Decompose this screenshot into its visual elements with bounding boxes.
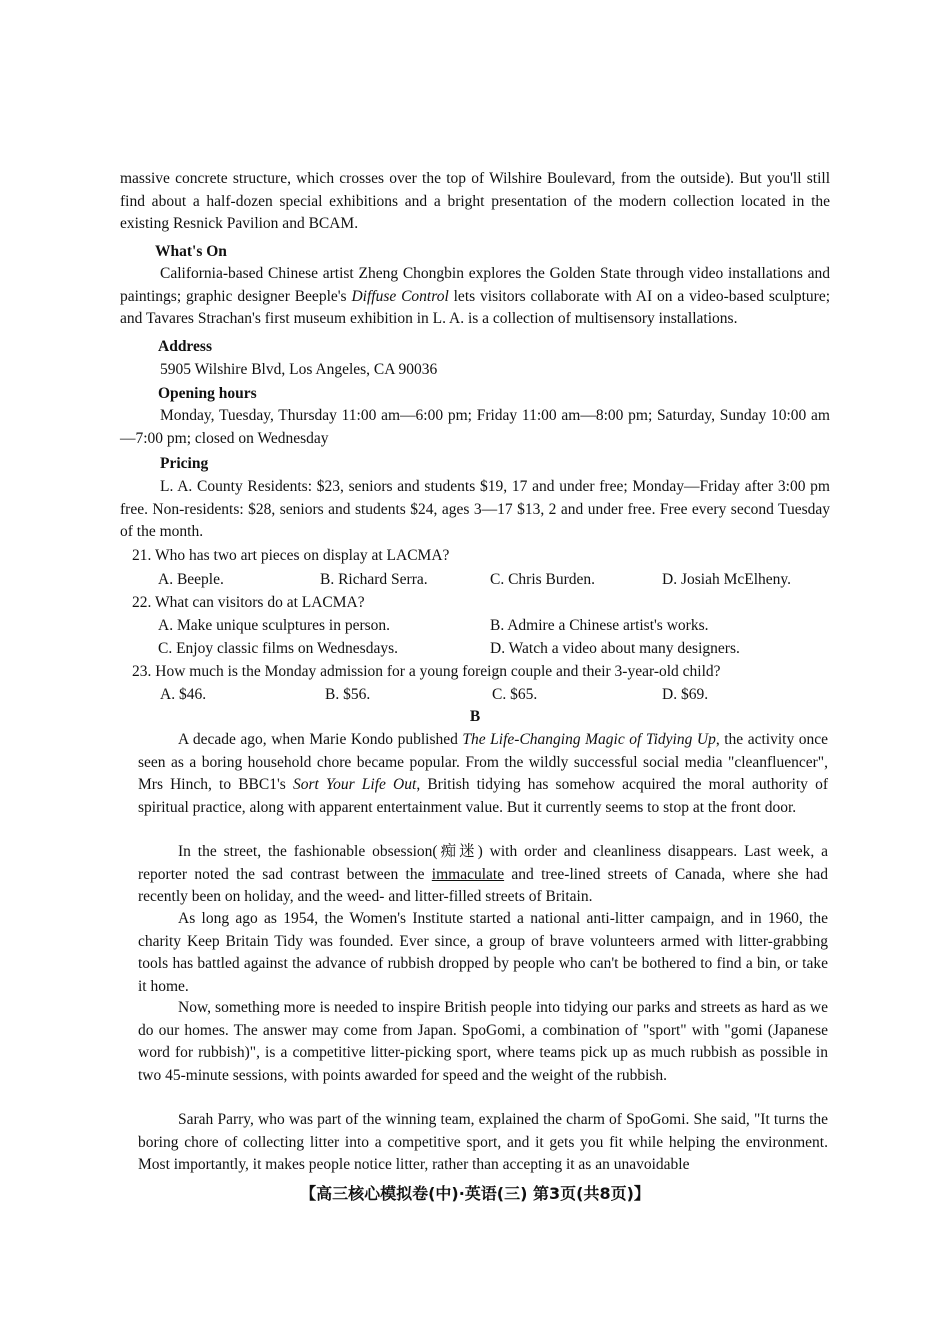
q22-option-b[interactable]: B. Admire a Chinese artist's works.	[490, 617, 709, 634]
q22-option-d[interactable]: D. Watch a video about many designers.	[490, 640, 740, 657]
passage-b-paragraph-3: As long ago as 1954, the Women's Institute started a national anti-litter campaign, and in 1960, the charity Keep Britain Tidy was founded. Ever since, a group of brave volunteers armed with litter-grabbing tools has battled against the advance of rubbish dropped by people who can't be bothered to find a bin, or take it home.	[138, 910, 828, 995]
q21-option-d[interactable]: D. Josiah McElheny.	[662, 571, 792, 588]
passage-b-paragraph-5: Sarah Parry, who was part of the winning team, explained the charm of SpoGomi. She said, "It turns the boring chore of collecting litter into a competitive sport, and it gets you fit while helping the environment. Most importantly, it makes people notice litter, rather than accepting it as an unavoidable	[138, 1111, 828, 1173]
q22-option-c[interactable]: C. Enjoy classic films on Wednesdays.	[158, 640, 398, 657]
underlined-word: immaculate	[431, 865, 505, 883]
q21-option-b[interactable]: B. Richard Serra.	[320, 571, 428, 588]
q21-option-a[interactable]: A. Beeple.	[158, 571, 224, 588]
passage-b-paragraph-4: Now, something more is needed to inspire British people into tidying our parks and streets as hard as we do our homes. The answer may come from Japan. SpoGomi, a combination of "sport" with "gomi (Japanese word for rubbish)", is a competitive litter-picking sport, where teams pick up as much rubbish as possible in two 45-minute sessions, with points awarded for speed and the weight of the rubbish.	[138, 999, 828, 1084]
q23-option-a[interactable]: A. $46.	[160, 686, 207, 703]
question-21-stem: 21. Who has two art pieces on display at LACMA?	[132, 547, 450, 564]
question-23-stem: 23. How much is the Monday admission for a young foreign couple and their 3-year-old child?	[132, 663, 721, 680]
q23-option-c[interactable]: C. $65.	[492, 686, 538, 703]
passage-a-intro: massive concrete structure, which crosses over the top of Wilshire Boulevard, from the outside). But you'll still find about a half-dozen special exhibitions and a bright presentation of the modern collection located in the existing Resnick Pavilion and BCAM.	[120, 170, 830, 232]
passage-b-paragraph-1: A decade ago, when Marie Kondo published The Life-Changing Magic of Tidying Up, the activity once seen as a boring household chore became popular. From the wildly successful social media "cleanfluencer", Mrs Hinch, to BBC1's Sort Your Life Out, British tidying has somehow acquired the moral authority of spiritual practice, along with apparent entertainment value. But it currently seems to stop at the front door.	[138, 731, 828, 816]
passage-b-label: B	[469, 708, 481, 725]
opening-hours-heading: Opening hours	[158, 385, 257, 402]
whats-on-heading: What's On	[155, 243, 227, 260]
pricing-text: L. A. County Residents: $23, seniors and students $19, 17 and under free; Monday—Friday after 3:00 pm free. Non-residents: $28, seniors and students $24, ages 3—17 $13, 2 and under free. Free every second Tuesday of the month.	[120, 478, 830, 540]
question-22-stem: 22. What can visitors do at LACMA?	[132, 594, 365, 611]
whats-on-text: California-based Chinese artist Zheng Chongbin explores the Golden State through video installations and paintings; graphic designer Beeple's Diffuse Control lets visitors collaborate with AI on a video-based sculpture; and Tavares Strachan's first museum exhibition in L. A. is a collection of multisensory installations.	[120, 265, 831, 327]
pricing-heading: Pricing	[160, 455, 209, 472]
q21-option-c[interactable]: C. Chris Burden.	[490, 571, 596, 588]
q22-option-a[interactable]: A. Make unique sculptures in person.	[158, 617, 391, 634]
address-text: 5905 Wilshire Blvd, Los Angeles, CA 90036	[160, 361, 438, 378]
q23-option-d[interactable]: D. $69.	[662, 686, 709, 703]
opening-hours-text: Monday, Tuesday, Thursday 11:00 am—6:00 pm; Friday 11:00 am—8:00 pm; Saturday, Sunday 10:00 am—7:00 pm; closed on Wednesday	[120, 407, 830, 447]
page-footer: 【高三核心模拟卷(中)·英语(三) 第3页(共8页)】	[300, 1184, 650, 1203]
passage-b-paragraph-2: In the street, the fashionable obsession(痴迷) with order and cleanliness disappears. Last week, a reporter noted the sad contrast between the immaculate and tree-lined streets of Canada, where she had recently been on holiday, and the weed- and litter-filled streets of Britain.	[138, 843, 828, 905]
address-heading: Address	[158, 338, 212, 355]
q23-option-b[interactable]: B. $56.	[325, 686, 371, 703]
